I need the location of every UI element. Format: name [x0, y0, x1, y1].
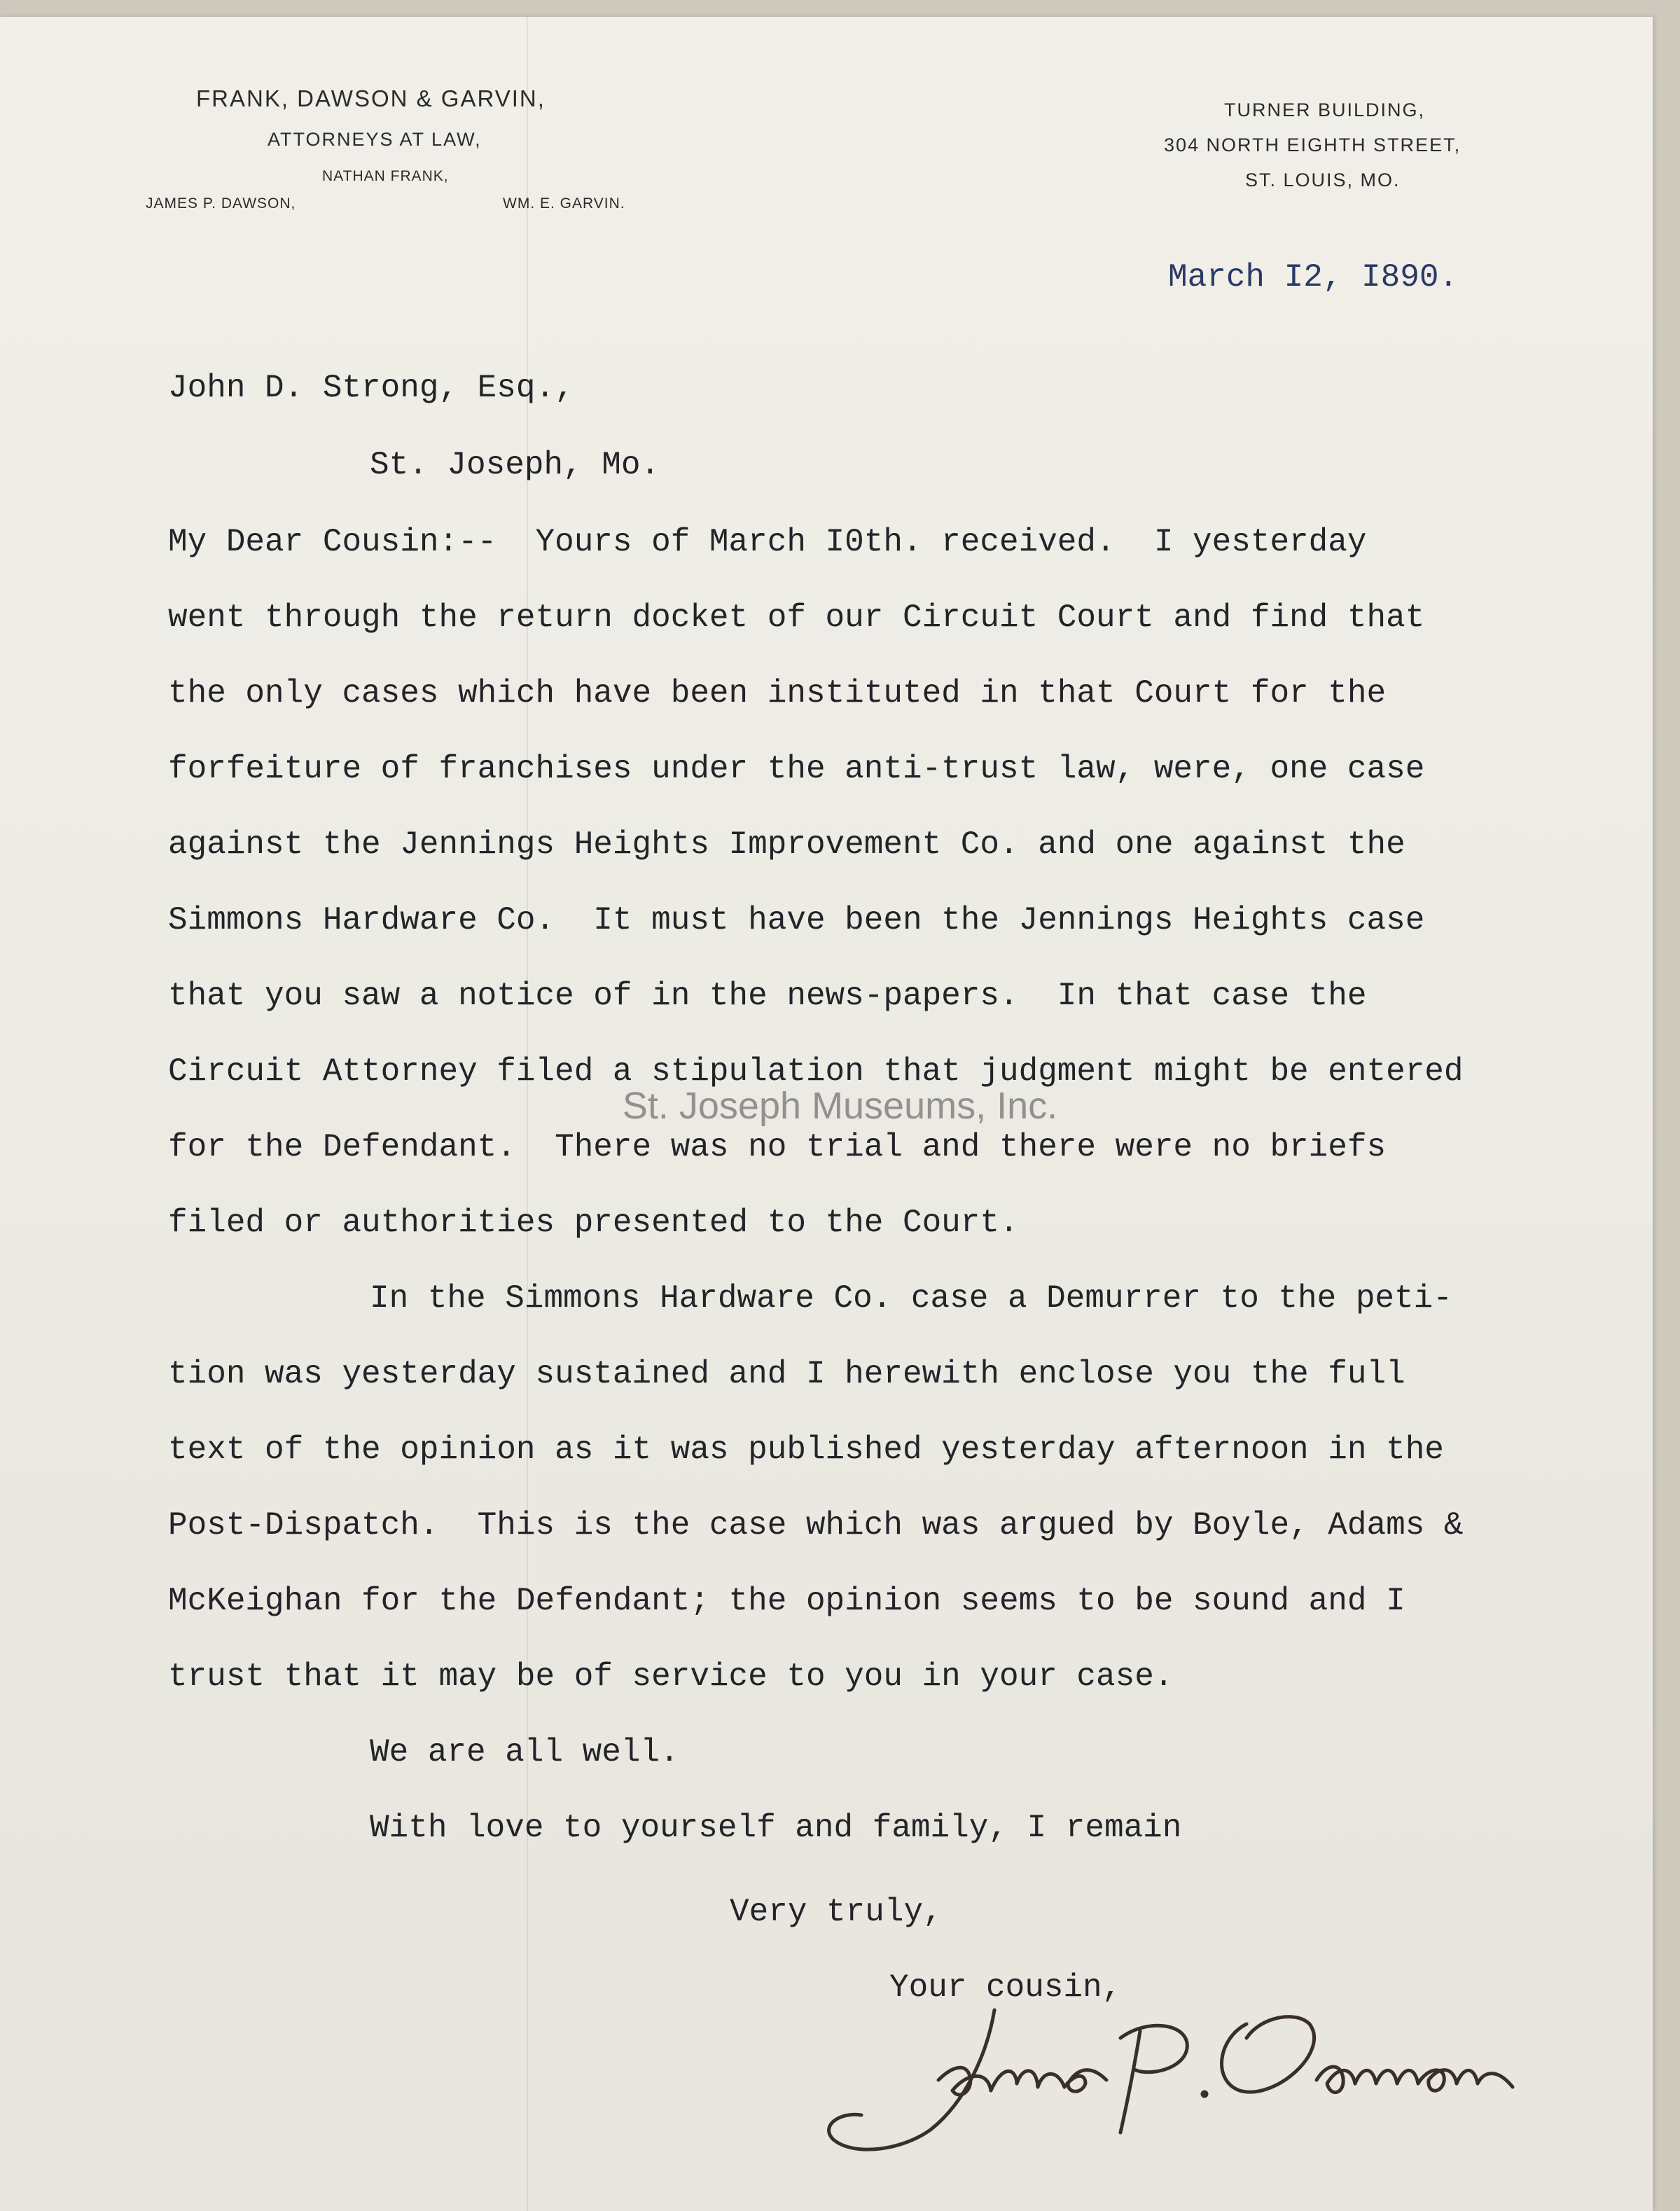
recipient-city: St. Joseph, Mo.	[370, 447, 660, 483]
letterhead-partner-garvin: WM. E. GARVIN.	[503, 195, 625, 212]
body-line: Simmons Hardware Co. It must have been the Jennings Heights case	[168, 902, 1425, 938]
recipient-name: John D. Strong, Esq.,	[168, 370, 574, 406]
handwritten-signature	[756, 1996, 1597, 2171]
body-line: that you saw a notice of in the news-papers. In that case the	[168, 978, 1367, 1014]
body-line: With love to yourself and family, I remain	[370, 1810, 1182, 1846]
closing-very-truly: Very truly,	[730, 1894, 943, 1930]
body-line: forfeiture of franchises under the anti-trust law, were, one case	[168, 751, 1425, 787]
body-line: My Dear Cousin:-- Yours of March I0th. received. I yesterday	[168, 524, 1367, 560]
watermark: St. Joseph Museums, Inc.	[622, 1085, 1058, 1127]
closing-your-cousin: Your cousin,	[889, 1969, 1122, 2006]
body-line: In the Simmons Hardware Co. case a Demurrer to the peti-	[370, 1280, 1452, 1317]
body-line: trust that it may be of service to you in your case.	[168, 1658, 1174, 1695]
letter-date: March I2, I890.	[1168, 259, 1459, 296]
body-line: Post-Dispatch. This is the case which was argued by Boyle, Adams &	[168, 1507, 1464, 1544]
letterhead-street: 304 NORTH EIGHTH STREET,	[1164, 134, 1462, 155]
body-line: Circuit Attorney filed a stipulation that judgment might be entered	[168, 1053, 1464, 1090]
body-line: against the Jennings Heights Improvement Co. and one against the	[168, 826, 1405, 863]
letterhead-building: TURNER BUILDING,	[1224, 99, 1426, 120]
letterhead-city: ST. LOUIS, MO.	[1245, 169, 1401, 190]
body-line: tion was yesterday sustained and I herewith enclose you the full	[168, 1356, 1405, 1392]
body-line: text of the opinion as it was published yesterday afternoon in the	[168, 1432, 1444, 1468]
body-line: went through the return docket of our Circuit Court and find that	[168, 599, 1425, 636]
letterhead-profession: ATTORNEYS AT LAW,	[268, 129, 482, 150]
letterhead-partner-dawson: JAMES P. DAWSON,	[146, 195, 296, 212]
letterhead-firm-name: FRANK, DAWSON & GARVIN,	[196, 85, 546, 111]
body-line: filed or authorities presented to the Court.	[168, 1205, 1019, 1241]
body-line: for the Defendant. There was no trial and there were no briefs	[168, 1129, 1387, 1165]
letterhead-partner-frank: NATHAN FRANK,	[322, 168, 449, 184]
body-line: McKeighan for the Defendant; the opinion seems to be sound and I	[168, 1583, 1405, 1619]
body-line: the only cases which have been instituted in that Court for the	[168, 675, 1387, 712]
body-line: We are all well.	[370, 1734, 679, 1770]
